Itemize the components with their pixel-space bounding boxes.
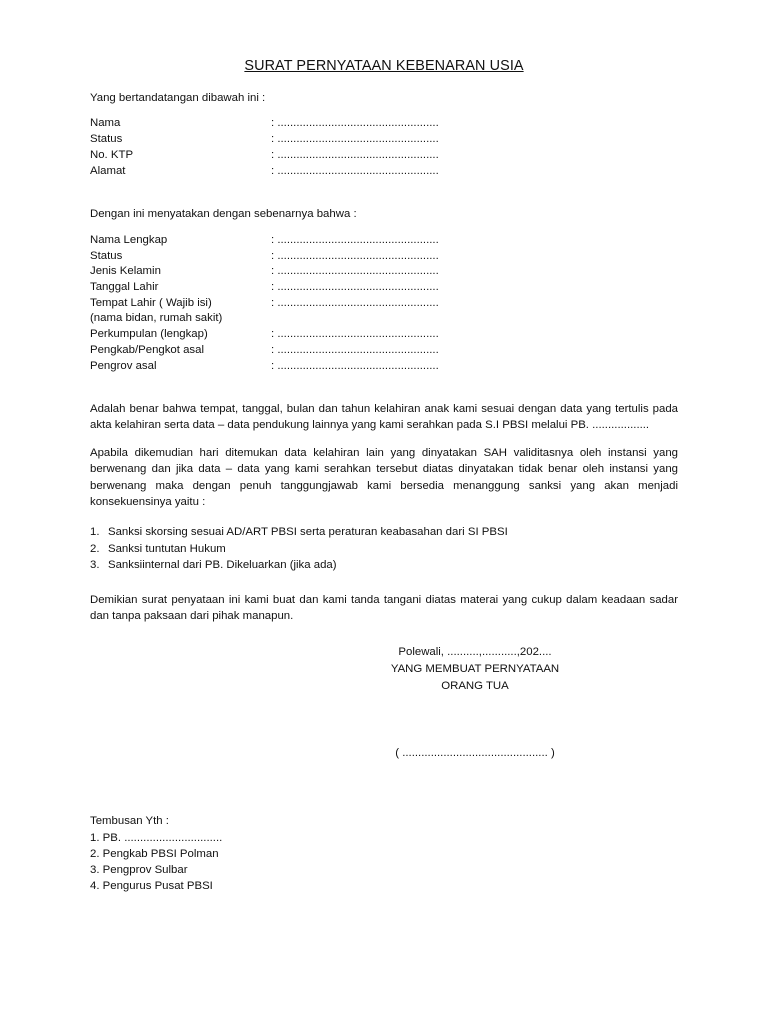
- paragraph-confirmation: Adalah benar bahwa tempat, tanggal, bulan dan tahun kelahiran anak kami sesuai dengan data yang tertulis pada akta kelahiran serta data – data pendukung lainnya yang kami serahkan pada S.I PBSI melalui PB. ..................: [90, 403, 678, 431]
- field-label: Nama: [90, 117, 121, 129]
- field-blank: : ...................................................: [271, 149, 439, 161]
- child-field-birthplace: [90, 295, 439, 311]
- cc-item: 1. PB. ...............................: [90, 832, 223, 844]
- child-field-birthdate: [90, 279, 439, 295]
- field-blank: : ...................................................: [271, 234, 439, 246]
- field-blank: : ...................................................: [271, 328, 439, 340]
- signature-party: ORANG TUA: [441, 680, 509, 692]
- field-label: Tempat Lahir ( Wajib isi): [90, 297, 212, 309]
- statement-intro: Dengan ini menyatakan dengan sebenarnya bahwa :: [90, 208, 357, 220]
- paragraph-liability: Apabila dikemudian hari ditemukan data kelahiran lain yang dinyatakan SAH validitasnya oleh instansi yang berwenang dan jika data – data yang kami serahkan tersebut diatas dinyatakan tidak benar oleh instansi yang berwenang maka dengan penuh tanggungjawab kami bersedia menanggung sanksi yang akan menjadi konsekuensinya yaitu :: [90, 447, 678, 508]
- signer-field-address: [90, 163, 439, 179]
- cc-heading: Tembusan Yth :: [90, 815, 169, 827]
- field-label: Pengrov asal: [90, 360, 157, 372]
- field-blank: : ...................................................: [271, 265, 439, 277]
- list-text: Sanksi skorsing sesuai AD/ART PBSI serta peraturan keabasahan dari SI PBSI: [108, 526, 508, 538]
- field-blank: : ...................................................: [271, 250, 439, 262]
- field-label: Jenis Kelamin: [90, 265, 161, 277]
- field-blank: : ...................................................: [271, 344, 439, 356]
- field-blank: : ...................................................: [271, 133, 439, 145]
- list-number: 1.: [90, 526, 100, 538]
- list-text: Sanksiinternal dari PB. Dikeluarkan (jika ada): [108, 559, 337, 571]
- cc-item: 3. Pengprov Sulbar: [90, 864, 188, 876]
- cc-item: 2. Pengkab PBSI Polman: [90, 848, 219, 860]
- field-blank: : ...................................................: [271, 117, 439, 129]
- child-field-birthplace-note: [90, 310, 430, 326]
- signer-field-ktp: [90, 147, 439, 163]
- paragraph-closing: Demikian surat penyataan ini kami buat dan kami tanda tangani diatas materai yang cukup dalam keadaan sadar dan tanpa paksaan dari pihak manapun.: [90, 594, 678, 622]
- field-label: Alamat: [90, 165, 126, 177]
- child-field-province: [90, 358, 439, 374]
- list-number: 3.: [90, 559, 100, 571]
- child-field-regency: [90, 342, 439, 358]
- cc-item: 4. Pengurus Pusat PBSI: [90, 880, 213, 892]
- signer-field-status: [90, 131, 439, 147]
- signer-field-name: [90, 115, 439, 131]
- field-label: Perkumpulan (lengkap): [90, 328, 208, 340]
- field-blank: : ...................................................: [271, 360, 439, 372]
- field-label: Pengkab/Pengkot asal: [90, 344, 204, 356]
- signature-name-blank: ( .............................................. ): [395, 747, 555, 759]
- signature-role: YANG MEMBUAT PERNYATAAN: [390, 663, 560, 675]
- field-label: Status: [90, 133, 123, 145]
- child-field-status: [90, 248, 439, 264]
- list-number: 2.: [90, 543, 100, 555]
- child-field-gender: [90, 263, 439, 279]
- field-label: Status: [90, 250, 123, 262]
- field-label: Tanggal Lahir: [90, 281, 159, 293]
- child-field-fullname: [90, 232, 439, 248]
- field-label: No. KTP: [90, 149, 134, 161]
- field-blank: : ...................................................: [271, 281, 439, 293]
- document-title: SURAT PERNYATAAN KEBENARAN USIA: [244, 58, 524, 74]
- field-label: (nama bidan, rumah sakit): [90, 312, 223, 324]
- intro-text: Yang bertandatangan dibawah ini :: [90, 92, 266, 104]
- field-blank: : ...................................................: [271, 165, 439, 177]
- list-text: Sanksi tuntutan Hukum: [108, 543, 226, 555]
- signature-place-date: Polewali, ..........,...........,202....: [398, 646, 552, 658]
- child-field-club: [90, 326, 439, 342]
- field-label: Nama Lengkap: [90, 234, 168, 246]
- field-blank: : ...................................................: [271, 297, 439, 309]
